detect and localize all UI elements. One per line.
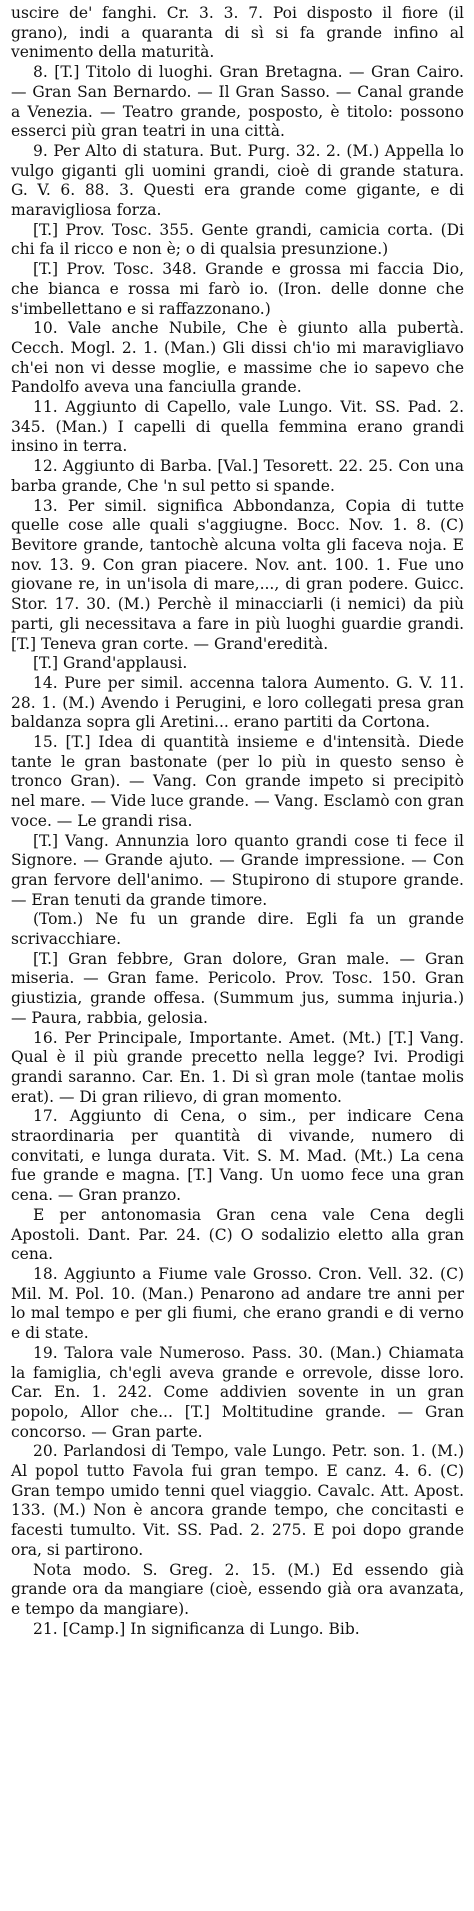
entry-paragraph: Nota modo. S. Greg. 2. 15. (M.) Ed essendo già grande ora da mangiare (cioè, essendo già ora avanzata, e tempo da mangiare). (11, 1560, 464, 1618)
dictionary-column (11, 4, 464, 1639)
entry-paragraph: 14. Pure per simil. accenna talora Aumento. G. V. 11. 28. 1. (M.) Avendo i Perugini, e loro collegati presa gran baldanza sopra gli Aretini... erano partiti da Cortona. (11, 673, 464, 732)
entry-paragraph: [T.] Gran febbre, Gran dolore, Gran male. — Gran miseria. — Gran fame. Pericolo. Prov. Tosc. 150. Gran giustizia, grande offesa. (Summum jus, summa injuria.) — Paura, rabbia, gelosia. (11, 949, 464, 1027)
entry-paragraph: 21. [Camp.] In significanza di Lungo. Bib. (33, 1619, 360, 1638)
entry-paragraph: 18. Aggiunto a Fiume vale Grosso. Cron. Vell. 32. (C) Mil. M. Pol. 10. (Man.) Penarono ad andare tre anni per lo mal tempo e per gli fiumi, che erano grandi e di verno e di state. (11, 1265, 464, 1343)
entry-paragraph: 17. Aggiunto di Cena, o sim., per indicare Cena straordinaria per quantità di vivande, numero di convitati, e lunga durata. Vit. S. M. Mad. (Mt.) La cena fue grande e magna. [T.] Vang. Un uomo fece una gran cena. — Gran pranzo. (11, 1107, 464, 1205)
entry-paragraph: 11. Aggiunto di Capello, vale Lungo. Vit. SS. Pad. 2. 345. (Man.) I capelli di quella femmina erano grandi insino in terra. (11, 398, 464, 456)
entry-paragraph: [T.] Prov. Tosc. 355. Gente grandi, camicia corta. (Di chi fa il ricco e non è; o di qualsia presunzione.) (11, 220, 464, 259)
entry-paragraph: 19. Talora vale Numeroso. Pass. 30. (Man.) Chiamata la famiglia, ch'egli aveva grande e orrevole, disse loro. Car. En. 1. 242. Come addivien sovente in un gran popolo, Allor che... [T.] Moltitudine grande. — Gran concorso. — Gran parte. (11, 1343, 464, 1441)
entry-paragraph: 13. Per simil. significa Abbondanza, Copia di tutte quelle cose alle quali s'aggiugne. Bocc. Nov. 1. 8. (C) Bevitore grande, tantochè alcuna volta gli faceva noja. E nov. 13. 9. Con gran piacere. Nov. ant. 100. 1. Fue uno giovane re, in un'isola di mare,..., di gran podere. Guicc. Stor. 17. 30. (M.) Perchè il minacciarli (i nemici) da più parti, gli necessitava a fare in più luoghi guardie grandi. [T.] Teneva gran corte. — Grand'eredità. (11, 496, 464, 653)
entry-paragraph: [T.] Grand'applausi. (33, 654, 188, 673)
entry-paragraph: 16. Per Principale, Importante. Amet. (Mt.) [T.] Vang. Qual è il più grande precetto nella legge? Ivi. Prodigi grandi saranno. Car. En. 1. Di sì gran mole (tantae molis erat). — Di gran rilievo, di gran momento. (11, 1028, 464, 1106)
entry-paragraph: 9. Per Alto di statura. But. Purg. 32. 2. (M.) Appella lo vulgo giganti gli uomini grandi, cioè di grande statura. G. V. 6. 88. 3. Questi era grande come gigante, e di maravigliosa forza. (11, 141, 464, 220)
entry-paragraph: uscire de' fanghi. Cr. 3. 3. 7. Poi disposto il fiore (il grano), indi a quaranta di sì si fa grande infino al venimento della maturità. (11, 4, 464, 62)
entry-paragraph: 8. [T.] Titolo di luoghi. Gran Bretagna. — Gran Cairo. — Gran San Bernardo. — Il Gran Sasso. — Canal grande a Venezia. — Teatro grande, posposto, è titolo: possono esserci più gran teatri in una città. (11, 63, 464, 141)
entry-paragraph: E per antonomasia Gran cena vale Cena degli Apostoli. Dant. Par. 24. (C) O sodalizio eletto alla gran cena. (11, 1205, 464, 1264)
entry-paragraph: (Tom.) Ne fu un grande dire. Egli fa un grande scrivacchiare. (11, 910, 464, 949)
entry-paragraph: 12. Aggiunto di Barba. [Val.] Tesorett. 22. 25. Con una barba grande, Che 'n sul petto si spande. (11, 457, 464, 495)
entry-paragraph: 20. Parlandosi di Tempo, vale Lungo. Petr. son. 1. (M.) Al popol tutto Favola fui gran tempo. E canz. 4. 6. (C) Gran tempo umido tenni quel viaggio. Cavalc. Att. Apost. 133. (M.) Non è ancora grande tempo, che concitasti e facesti tumulto. Vit. SS. Pad. 2. 275. E poi dopo grande ora, si partirono. (11, 1442, 464, 1559)
entry-paragraph: [T.] Vang. Annunzia loro quanto grandi cose ti fece il Signore. — Grande ajuto. — Grande impressione. — Con gran fervore dell'animo. — Stupirono di stupore grande. — Eran tenuti da grande timore. (11, 831, 464, 909)
entry-paragraph: 15. [T.] Idea di quantità insieme e d'intensità. Diede tante le gran bastonate (per lo più in questo senso è tronco Gran). — Vang. Con grande impeto si precipitò nel mare. — Vide luce grande. — Vang. Esclamò con gran voce. — Le grandi risa. (11, 733, 464, 830)
entry-paragraph: [T.] Prov. Tosc. 348. Grande e grossa mi faccia Dio, che bianca e rossa mi farò io. (Iron. delle donne che s'imbellettano e si raffazzonano.) (11, 260, 464, 318)
entry-paragraph: 10. Vale anche Nubile, Che è giunto alla pubertà. Cecch. Mogl. 2. 1. (Man.) Gli dissi ch'io mi maravigliavo ch'ei non vi desse moglie, e massime che io sapevo che Pandolfo aveva una fanciulla grande. (11, 319, 464, 397)
